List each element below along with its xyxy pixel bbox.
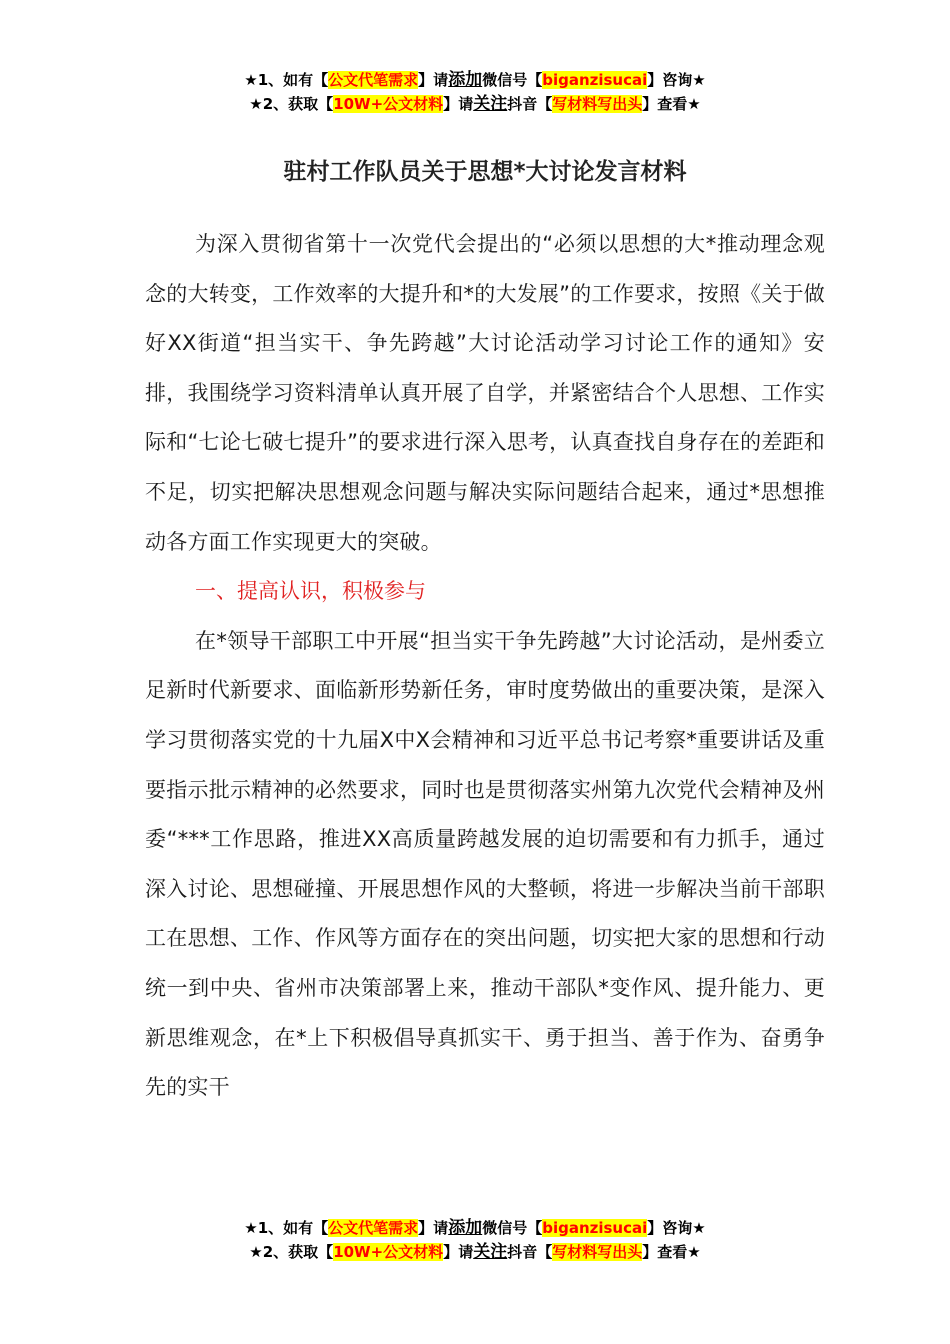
banner-highlight: 公文代笔需求	[328, 1219, 419, 1237]
banner-text: 】请	[443, 1243, 474, 1261]
banner-emphasis: 添加	[448, 70, 483, 90]
banner-text: ★1、如有【	[244, 71, 329, 89]
banner-emphasis: 添加	[448, 1218, 483, 1238]
banner-emphasis: 关注	[473, 1242, 508, 1262]
section-heading: 一、提高认识，积极参与	[195, 579, 426, 604]
banner-highlight: 10W+公文材料	[333, 1243, 444, 1261]
banner-emphasis: 关注	[473, 94, 508, 114]
section-paragraph: 在*领导干部职工中开展“担当实干争先跨越”大讨论活动，是州委立足新时代新要求、面临新形势新任务，审时度势做出的重要决策，是深入学习贯彻落实党的十九届X中X会精神和习近平总书记考察*重要讲话及重要指示批示精神的必然要求，同时也是贯彻落实州第九次党代会精神及州委“***工作思路，推进XX高质量跨越发展的迫切需要和有力抓手，通过深入讨论、思想碰撞、开展思想作风的大整顿，将进一步解决当前干部职工在思想、工作、作风等方面存在的突出问题，切实把大家的思想和行动统一到中央、省州市决策部署上来，推动干部队*变作风、提升能力、更新思维观念，在*上下积极倡导真抓实干、勇于担当、善于作为、奋勇争先的实干	[145, 628, 825, 1100]
document-body	[145, 150, 825, 1113]
banner-text: 】请	[443, 95, 474, 113]
banner-text: 抖音【	[507, 1243, 553, 1261]
banner-text: 】咨询★	[647, 1219, 706, 1237]
banner-text: 】查看★	[642, 95, 701, 113]
banner-text: 】查看★	[642, 1243, 701, 1261]
banner-text: ★2、获取【	[249, 95, 334, 113]
header-banner	[0, 68, 950, 116]
banner-line-2	[0, 92, 950, 116]
document-title: 驻村工作队员关于思想*大讨论发言材料	[283, 159, 687, 185]
banner-text: ★1、如有【	[244, 1219, 329, 1237]
banner-highlight: 写材料写出头	[552, 1243, 643, 1261]
banner-line-2	[0, 1240, 950, 1264]
banner-line-1	[0, 1216, 950, 1240]
banner-text: 】请	[418, 1219, 449, 1237]
banner-text: 】咨询★	[647, 71, 706, 89]
intro-paragraph: 为深入贯彻省第十一次党代会提出的“必须以思想的大*推动理念观念的大转变，工作效率的大提升和*的大发展”的工作要求，按照《关于做好XX街道“担当实干、争先跨越”大讨论活动学习讨论工作的通知》安排，我围绕学习资料清单认真开展了自学，并紧密结合个人思想、工作实际和“七论七破七提升”的要求进行深入思考，认真查找自身存在的差距和不足，切实把解决思想观念问题与解决实际问题结合起来，通过*思想推动各方面工作实现更大的突破。	[145, 232, 825, 554]
banner-text: 微信号【	[482, 1219, 543, 1237]
banner-text: 抖音【	[507, 95, 553, 113]
banner-line-1	[0, 68, 950, 92]
banner-text: 】请	[418, 71, 449, 89]
banner-highlight: 写材料写出头	[552, 95, 643, 113]
banner-highlight: 公文代笔需求	[328, 71, 419, 89]
banner-text: 微信号【	[482, 71, 543, 89]
banner-highlight: biganzisucai	[542, 71, 648, 89]
footer-banner	[0, 1216, 950, 1264]
banner-highlight: biganzisucai	[542, 1219, 648, 1237]
banner-text: ★2、获取【	[249, 1243, 334, 1261]
banner-highlight: 10W+公文材料	[333, 95, 444, 113]
